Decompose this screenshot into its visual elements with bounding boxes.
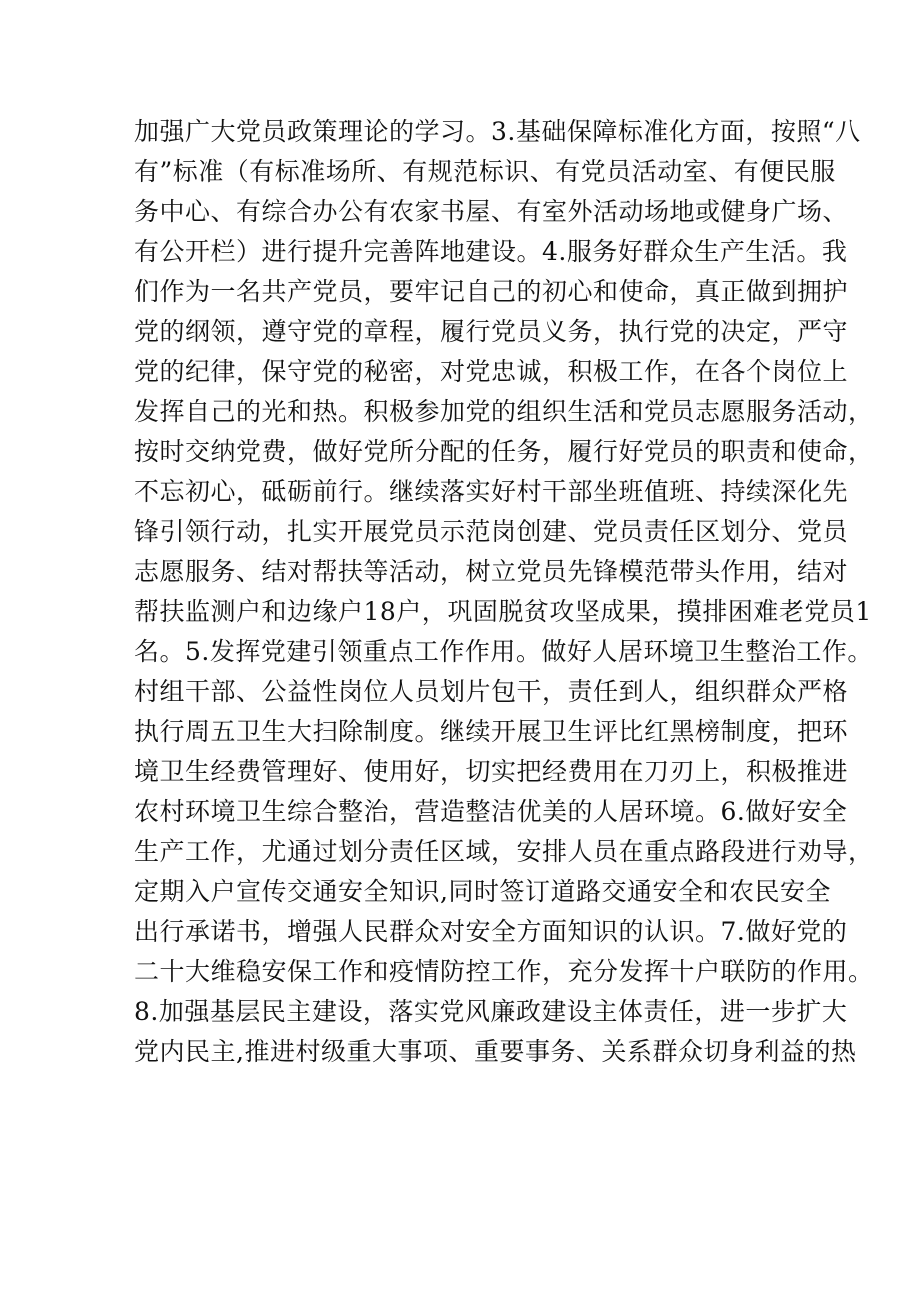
- text-line: 农村环境卫生综合整治，营造整洁优美的人居环境。6.做好安全: [134, 797, 848, 826]
- text-line: 不忘初心，砥砺前行。继续落实好村干部坐班值班、持续深化先: [134, 477, 849, 506]
- text-line: 党的纪律，保守党的秘密，对党忠诚，积极工作，在各个岗位上: [134, 357, 849, 386]
- text-line: 按时交纳党费，做好党所分配的任务，履行好党员的职责和使命，: [134, 437, 874, 466]
- text-line: 名。5.发挥党建引领重点工作作用。做好人居环境卫生整治工作。: [134, 637, 873, 666]
- text-line: 出行承诺书，增强人民群众对安全方面知识的认识。7.做好党的: [134, 917, 848, 946]
- text-line: 村组干部、公益性岗位人员划片包干，责任到人，组织群众严格: [134, 677, 849, 706]
- text-line: 志愿服务、结对帮扶等活动，树立党员先锋模范带头作用，结对: [134, 557, 849, 586]
- text-line: 定期入户宣传交通安全知识,同时签订道路交通安全和农民安全: [134, 877, 831, 906]
- text-line: 党的纲领，遵守党的章程，履行党员义务，执行党的决定，严守: [134, 317, 849, 346]
- text-line: 有公开栏）进行提升完善阵地建设。4.服务好群众生产生活。我: [134, 237, 848, 266]
- text-line: 生产工作，尤通过划分责任区域，安排人员在重点路段进行劝导，: [134, 837, 874, 866]
- text-line: 发挥自己的光和热。积极参加党的组织生活和党员志愿服务活动，: [134, 397, 874, 426]
- text-line: 党内民主,推进村级重大事项、重要事务、关系群众切身利益的热: [134, 1037, 857, 1066]
- text-line: 境卫生经费管理好、使用好，切实把经费用在刀刃上，积极推进: [134, 757, 849, 786]
- text-line: 务中心、有综合办公有农家书屋、有室外活动场地或健身广场、: [134, 197, 849, 226]
- text-line: 执行周五卫生大扫除制度。继续开展卫生评比红黑榜制度，把环: [134, 717, 849, 746]
- body-text: [134, 112, 874, 1072]
- text-line: 加强广大党员政策理论的学习。3.基础保障标准化方面，按照“八: [134, 117, 861, 146]
- text-line: 们作为一名共产党员，要牢记自己的初心和使命，真正做到拥护: [134, 277, 849, 306]
- text-line: 有”标准（有标准场所、有规范标识、有党员活动室、有便民服: [134, 157, 836, 186]
- text-line: 8.加强基层民主建设，落实党风廉政建设主体责任，进一步扩大: [134, 997, 848, 1026]
- text-line: 锋引领行动，扎实开展党员示范岗创建、党员责任区划分、党员: [134, 517, 849, 546]
- text-line: 帮扶监测户和边缘户18户，巩固脱贫攻坚成果，摸排困难老党员1: [134, 597, 872, 626]
- text-line: 二十大维稳安保工作和疫情防控工作，充分发挥十户联防的作用。: [134, 957, 874, 986]
